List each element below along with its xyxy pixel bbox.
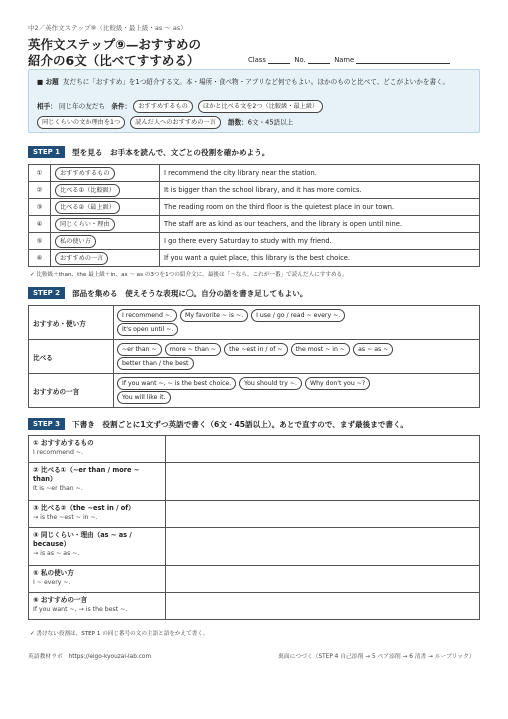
condition-pill: 同じくらいの文か理由を1つ (37, 116, 125, 129)
role-pill: おすすめするもの (55, 167, 115, 180)
condition-pill: ほかと比べる文を2つ（比較級・最上級） (198, 100, 323, 113)
role-pill: おすすめの一言 (55, 252, 108, 265)
category-label: おすすめの一言 (29, 374, 114, 408)
row-number: ③ (29, 199, 51, 216)
draft-writing-area[interactable] (166, 566, 480, 593)
example-sentence: I go there every Saturday to study with my friend. (160, 233, 480, 250)
table-row (29, 463, 480, 501)
expression-chip[interactable]: the most ~ in ~ (291, 343, 351, 356)
row-number: ② (29, 182, 51, 199)
draft-hint: → is as ~ as ~. (33, 550, 80, 557)
example-sentence: I recommend the city library near the station. (160, 165, 480, 182)
row-number: ⑥ (29, 250, 51, 267)
no-blank[interactable] (308, 55, 330, 64)
step1-label: STEP 1 (28, 146, 65, 158)
category-label: おすすめ・使い方 (29, 306, 114, 340)
table-row (29, 436, 480, 463)
draft-hint: If you want ~, → is the best ~. (33, 606, 128, 613)
draft-role-label: ① おすすめするもの (33, 439, 94, 447)
title-line-2: 紹介の6文（比べてすすめる） (28, 53, 200, 68)
draft-role-label: ④ 同じくらい・理由（as ~ as / because） (33, 531, 132, 548)
draft-role-label: ⑥ おすすめの一言 (33, 596, 88, 604)
joken-label: 条件： (111, 102, 132, 111)
table-row (29, 593, 480, 620)
table-row (29, 566, 480, 593)
table-row (29, 250, 480, 267)
table-row (29, 199, 480, 216)
chip-cell (114, 306, 480, 340)
step2-text: 部品を集める 使えそうな表現に〇。自分の語を書き足してもよい。 (72, 288, 308, 298)
odai-text: 友だちに「おすすめ」を1つ紹介する文。本・場所・食べ物・アプリなど何でもよい。ほかのものと比べて、どこがよいかを書く。 (62, 78, 450, 86)
step1-header (28, 146, 269, 158)
role-pill: 同じくらい・理由 (55, 218, 115, 231)
category-label: 比べる (29, 340, 114, 374)
conditions-row (37, 100, 326, 113)
table-row (29, 165, 480, 182)
step1-text: 型を見る お手本を読んで、文ごとの役割を確かめよう。 (72, 147, 270, 157)
expression-chip[interactable]: My favorite ~ is ~. (180, 309, 248, 322)
series-label: 中2／英作文ステップ⑨（比較級・最上級・as ～ as） (28, 24, 187, 32)
expression-chip[interactable]: I recommend ~. (117, 309, 177, 322)
odai-row (37, 76, 477, 88)
expression-chip[interactable]: ~er than ~ (117, 343, 162, 356)
draft-writing-area[interactable] (166, 436, 480, 463)
name-blank[interactable] (356, 55, 450, 64)
aite-value: 同じ年の友だち (58, 102, 106, 111)
step2-label: STEP 2 (28, 287, 65, 299)
expression-chip[interactable]: better than / the best (117, 357, 194, 370)
role-pill: 私の使い方 (55, 235, 96, 248)
table-row (29, 233, 480, 250)
step3-label: STEP 3 (28, 418, 65, 430)
example-sentence: The staff are as kind as our teachers, and the library is open until nine. (160, 216, 480, 233)
expression-chip[interactable]: I use / go / read ~ every ~. (251, 309, 345, 322)
row-number: ⑤ (29, 233, 51, 250)
title-line-1: 英作文ステップ⑨—おすすめの (28, 37, 201, 52)
condition-pill: おすすめするもの (133, 100, 193, 113)
step2-header (28, 287, 307, 299)
condition-pill: 読んだ人へのおすすめの一言 (130, 116, 221, 129)
table-row (29, 374, 480, 408)
step3-table (28, 435, 480, 620)
example-sentence: It is bigger than the school library, and it has more comics. (160, 182, 480, 199)
row-number: ④ (29, 216, 51, 233)
theme-box (28, 69, 480, 133)
footer-site: 英語教材ラボ https://eigo-kyouzai-lab.com (28, 654, 152, 660)
expression-chip[interactable]: If you want ~, ~ is the best choice. (117, 377, 236, 390)
draft-role-label: ② 比べる①（~er than / more ~ than） (33, 466, 140, 483)
no-label: No. (294, 56, 306, 64)
aite-label: 相手： (37, 102, 57, 111)
step2-table (28, 305, 480, 408)
step1-table (28, 164, 480, 267)
step1-note: ✓ 比較級＋than、the 最上級＋in、as ～ as の3つを1つの紹介文に。最後は「～なら、これが一番」で読んだ人にすすめる。 (30, 272, 348, 278)
draft-hint: I ~ every ~. (33, 579, 71, 586)
step3-header (28, 418, 408, 430)
name-label: Name (334, 56, 355, 64)
chip-cell (114, 340, 480, 374)
draft-writing-area[interactable] (166, 528, 480, 566)
table-row (29, 182, 480, 199)
example-sentence: The reading room on the third floor is the quietest place in our town. (160, 199, 480, 216)
odai-label: ■ お題 (37, 78, 59, 86)
draft-writing-area[interactable] (166, 593, 480, 620)
role-pill: 比べる②（最上級） (55, 201, 120, 214)
row-number: ① (29, 165, 51, 182)
table-row (29, 501, 480, 528)
draft-hint: → is the ~est ~ in ~. (33, 514, 98, 521)
draft-writing-area[interactable] (166, 463, 480, 501)
count-value: 6文・45語以上 (247, 118, 294, 127)
draft-role-label: ③ 比べる②（the ~est in / of） (33, 504, 135, 512)
conditions-row-2 (37, 116, 293, 129)
expression-chip[interactable]: You will like it. (117, 391, 171, 404)
expression-chip[interactable]: more ~ than ~ (165, 343, 221, 356)
expression-chip[interactable]: the ~est in / of ~ (224, 343, 288, 356)
expression-chip[interactable]: It's open until ~. (117, 323, 178, 336)
table-row (29, 340, 480, 374)
step3-text: 下書き 役割ごとに1文ずつ英語で書く（6文・45語以上）。あとで直すので、まず最後まで書く。 (72, 419, 409, 429)
name-bar (248, 55, 450, 64)
example-sentence: If you want a quiet place, this library is the best choice. (160, 250, 480, 267)
table-row (29, 306, 480, 340)
expression-chip[interactable]: Why don't you ~? (305, 377, 370, 390)
chip-cell (114, 374, 480, 408)
expression-chip[interactable]: as ~ as ~ (353, 343, 393, 356)
step3-note: ✓ 書けない役割は、STEP 1 の同じ番号の文の主語と語をかえて書く。 (30, 631, 209, 637)
footer-continue: 裏面につづく（STEP 4 自己添削 → 5 ペア添削 → 6 清書 → ルーブリック） (278, 654, 475, 660)
draft-hint: I recommend ~. (33, 449, 84, 456)
count-label: 語数： (228, 118, 248, 127)
class-label: Class (248, 56, 266, 64)
draft-role-label: ⑤ 私の使い方 (33, 569, 74, 577)
draft-writing-area[interactable] (166, 501, 480, 528)
draft-hint: It is ~er than ~. (33, 485, 83, 492)
table-row (29, 216, 480, 233)
table-row (29, 528, 480, 566)
role-pill: 比べる①（比較級） (55, 184, 120, 197)
class-blank[interactable] (268, 55, 290, 64)
expression-chip[interactable]: You should try ~. (239, 377, 302, 390)
